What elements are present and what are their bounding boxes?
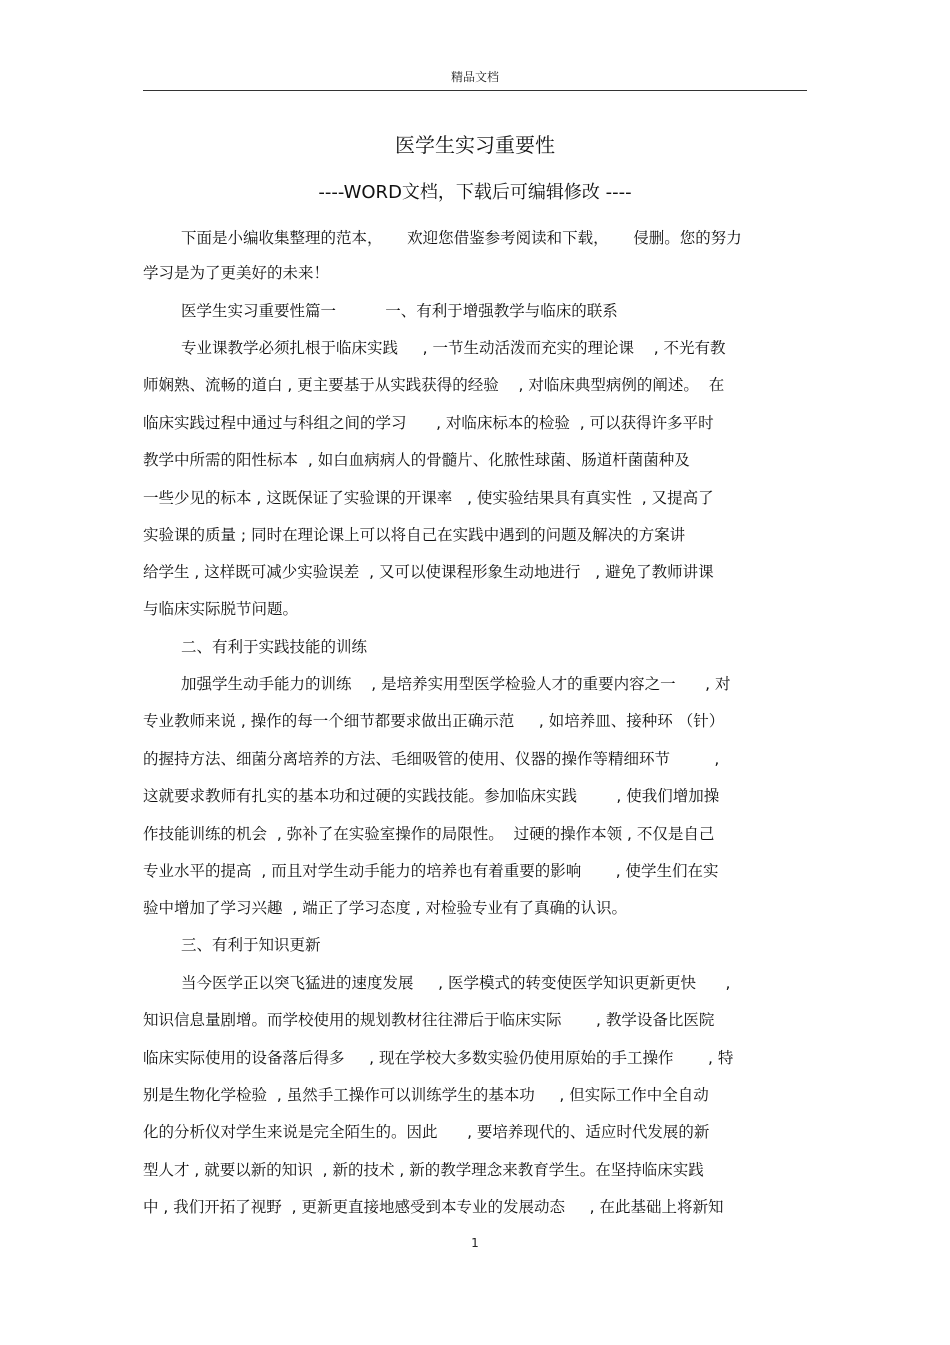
text-line: 的握持方法、细菌分离培养的方法、毛细吸管的使用、仪器的操作等精细环节 , bbox=[143, 750, 720, 768]
text-line: 给学生 , 这样既可减少实验误差 , 又可以使课程形象生动地进行 , 避免了教师讲课 bbox=[143, 563, 714, 581]
text-line: 师娴熟、流畅的道白 , 更主要基于从实践获得的经验 , 对临床典型病例的阐述。 在 bbox=[143, 376, 725, 394]
text-line: 与临床实际脱节问题。 bbox=[143, 600, 299, 618]
text-line: 型人才 , 就要以新的知识 , 新的技术 , 新的教学理念来教育学生。在坚持临床实践 bbox=[143, 1161, 704, 1179]
text-line: 别是生物化学检验 , 虽然手工操作可以训练学生的基本功 , 但实际工作中全自动 bbox=[143, 1086, 709, 1104]
text-line: 学习是为了更美好的未来！ bbox=[143, 264, 330, 282]
text-line: 一些少见的标本 , 这既保证了实验课的开课率 , 使实验结果具有真实性 , 又提高了 bbox=[143, 489, 714, 507]
text-line: 教学中所需的阳性标本 , 如白血病病人的骨髓片、化脓性球菌、肠道杆菌菌种及 bbox=[143, 451, 690, 469]
text-line: 作技能训练的机会 , 弥补了在实验室操作的局限性。 过硬的操作本领 , 不仅是自己 bbox=[143, 825, 715, 843]
text-line: 专业水平的提高 , 而且对学生动手能力的培养也有着重要的影响 , 使学生们在实 bbox=[143, 862, 719, 880]
text-line: 专业教师来说 , 操作的每一个细节都要求做出正确示范 , 如培养皿、接种环 （针） bbox=[143, 712, 725, 730]
text-line: 这就要求教师有扎实的基本功和过硬的实践技能。参加临床实践 , 使我们增加操 bbox=[143, 787, 720, 805]
text-line: 下面是小编收集整理的范本， 欢迎您借鉴参考阅读和下载， 侵删。您的努力 bbox=[181, 229, 742, 247]
page-header-label: 精品文档 bbox=[450, 70, 499, 84]
text-line: 中 , 我们开拓了视野 , 更新更直接地感受到本专业的发展动态 , 在此基础上将新知 bbox=[143, 1198, 724, 1216]
document-title: 医学生实习重要性 bbox=[395, 133, 555, 157]
document-subtitle: ----WORD文档，下载后可编辑修改 ---- bbox=[318, 182, 632, 203]
text-line: 实验课的质量 ; 同时在理论课上可以将自己在实践中遇到的问题及解决的方案讲 bbox=[143, 526, 686, 544]
text-line: 临床实际使用的设备落后得多 , 现在学校大多数实验仍使用原始的手工操作 , 特 bbox=[143, 1049, 734, 1067]
text-line: 临床实践过程中通过与科组之间的学习 , 对临床标本的检验 , 可以获得许多平时 bbox=[143, 414, 714, 432]
text-line: 验中增加了学习兴趣 , 端正了学习态度 , 对检验专业有了真确的认识。 bbox=[143, 899, 627, 917]
page-number: 1 bbox=[471, 1236, 479, 1250]
text-line: 知识信息量剧增。而学校使用的规划教材往往滞后于临床实际 , 教学设备比医院 bbox=[143, 1011, 715, 1029]
text-line: 加强学生动手能力的训练 , 是培养实用型医学检验人才的重要内容之一 , 对 bbox=[181, 675, 731, 693]
header-divider bbox=[143, 90, 807, 91]
section-heading: 二、有利于实践技能的训练 bbox=[181, 638, 368, 656]
text-line: 当今医学正以突飞猛进的速度发展 , 医学模式的转变使医学知识更新更快 , bbox=[181, 974, 731, 992]
section-heading: 医学生实习重要性篇一 一、有利于增强教学与临床的联系 bbox=[181, 302, 618, 320]
section-heading: 三、有利于知识更新 bbox=[181, 936, 321, 954]
text-line: 化的分析仪对学生来说是完全陌生的。因此 , 要培养现代的、适应时代发展的新 bbox=[143, 1123, 710, 1141]
text-line: 专业课教学必须扎根于临床实践 , 一节生动活泼而充实的理论课 , 不光有教 bbox=[181, 339, 726, 357]
